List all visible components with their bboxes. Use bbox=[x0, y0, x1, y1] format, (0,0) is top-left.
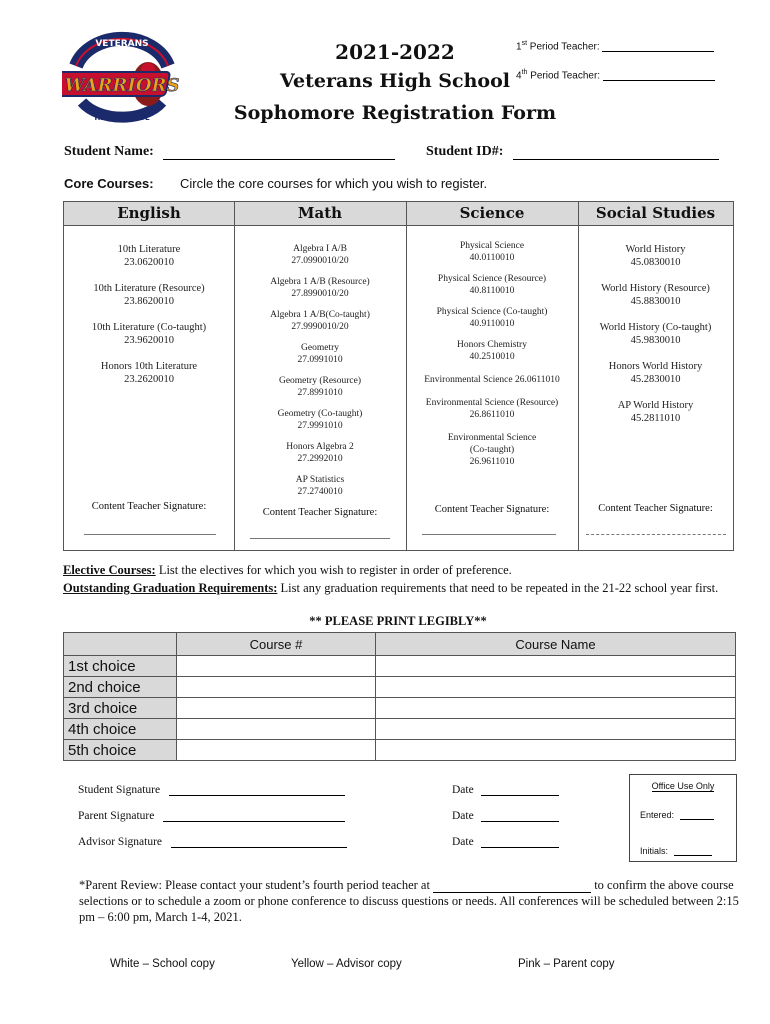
math-teacher-signature-line[interactable] bbox=[250, 538, 390, 539]
school-logo bbox=[62, 26, 182, 130]
math-teacher-signature-label: Content Teacher Signature: bbox=[262, 507, 378, 518]
parent-date-line[interactable] bbox=[481, 821, 559, 822]
course-english-lit-cotaught[interactable]: 10th Literature (Co-taught) 23.9620010 bbox=[91, 322, 207, 346]
svg-text:VETERANS: VETERANS bbox=[95, 39, 149, 49]
english-teacher-signature-label: Content Teacher Signature: bbox=[91, 501, 207, 512]
social-studies-teacher-signature-line[interactable] bbox=[586, 534, 726, 535]
course-algebra-1-cotaught[interactable]: Algebra 1 A/B(Co-taught) 27.9990010/20 bbox=[270, 310, 370, 332]
course-number-input[interactable] bbox=[177, 656, 376, 677]
column-title-science: Science bbox=[459, 204, 525, 222]
course-name-input[interactable] bbox=[376, 698, 736, 719]
course-name-input[interactable] bbox=[376, 719, 736, 740]
course-number-input[interactable] bbox=[177, 698, 376, 719]
advisor-date-line[interactable] bbox=[481, 847, 559, 848]
column-title-math: Math bbox=[297, 204, 343, 222]
choice-label: 4th choice bbox=[64, 719, 177, 740]
course-physical-science[interactable]: Physical Science 40.0110010 bbox=[459, 241, 525, 263]
table-row bbox=[64, 698, 736, 719]
course-algebra-1[interactable]: Algebra I A/B 27.0990010/20 bbox=[291, 244, 349, 266]
parent-signature-field[interactable]: Parent Signature bbox=[78, 810, 345, 822]
office-entered-field[interactable]: Entered: bbox=[640, 810, 714, 820]
science-column bbox=[406, 240, 578, 477]
core-courses-instruction: Core Courses: Circle the core courses for which you wish to register. bbox=[64, 176, 488, 191]
course-number-input[interactable] bbox=[177, 677, 376, 698]
student-date-field[interactable]: Date bbox=[452, 784, 559, 796]
table-row bbox=[64, 677, 736, 698]
course-name-input[interactable] bbox=[376, 656, 736, 677]
course-environmental-science-cotaught[interactable]: Environmental Science (Co-taught) 26.9611010 bbox=[447, 433, 537, 467]
course-name-input[interactable] bbox=[376, 740, 736, 761]
choice-label: 5th choice bbox=[64, 740, 177, 761]
student-id-field[interactable]: Student ID#: bbox=[426, 144, 719, 160]
pink-copy-label: Pink – Parent copy bbox=[518, 958, 615, 970]
course-world-history-resource[interactable]: World History (Resource) 45.8830010 bbox=[601, 283, 710, 307]
course-english-lit[interactable]: 10th Literature 23.0620010 bbox=[117, 244, 181, 268]
parent-date-field[interactable]: Date bbox=[452, 810, 559, 822]
core-courses-table bbox=[63, 201, 734, 551]
student-id-line[interactable] bbox=[513, 159, 719, 160]
elective-choices-table bbox=[63, 632, 736, 761]
table-row bbox=[64, 656, 736, 677]
course-physical-science-cotaught[interactable]: Physical Science (Co-taught) 40.9110010 bbox=[436, 307, 548, 329]
parent-signature-line[interactable] bbox=[163, 821, 345, 822]
course-number-input[interactable] bbox=[177, 740, 376, 761]
course-english-lit-resource[interactable]: 10th Literature (Resource) 23.8620010 bbox=[93, 283, 205, 307]
office-initials-line[interactable] bbox=[674, 855, 712, 856]
social-studies-teacher-signature-label: Content Teacher Signature: bbox=[598, 503, 713, 514]
office-use-title: Office Use Only bbox=[651, 781, 715, 791]
social-studies-column bbox=[578, 243, 733, 435]
office-initials-field[interactable]: Initials: bbox=[640, 846, 712, 856]
form-title: Sophomore Registration Form bbox=[233, 102, 557, 124]
course-geometry-resource[interactable]: Geometry (Resource) 27.8991010 bbox=[278, 376, 362, 398]
table-row bbox=[64, 740, 736, 761]
course-english-honors[interactable]: Honors 10th Literature 23.2620010 bbox=[100, 361, 198, 385]
course-name-input[interactable] bbox=[376, 677, 736, 698]
course-ap-world-history[interactable]: AP World History 45.2811010 bbox=[617, 400, 694, 424]
office-entered-line[interactable] bbox=[680, 819, 714, 820]
fourth-period-teacher-line[interactable] bbox=[603, 80, 715, 81]
column-header-course-number: Course # bbox=[177, 633, 376, 656]
choice-label: 3rd choice bbox=[64, 698, 177, 719]
student-date-line[interactable] bbox=[481, 795, 559, 796]
choice-label: 1st choice bbox=[64, 656, 177, 677]
table-row bbox=[64, 719, 736, 740]
teacher-contact-line[interactable] bbox=[433, 880, 591, 893]
course-number-input[interactable] bbox=[177, 719, 376, 740]
science-teacher-signature-line[interactable] bbox=[422, 534, 556, 535]
course-world-history[interactable]: World History 45.0830010 bbox=[625, 244, 686, 268]
course-honors-world-history[interactable]: Honors World History 45.2830010 bbox=[608, 361, 703, 385]
column-header-course-name: Course Name bbox=[376, 633, 736, 656]
english-column bbox=[64, 243, 234, 396]
print-legibly-note: ** PLEASE PRINT LEGIBLY** bbox=[309, 614, 487, 628]
course-algebra-1-resource[interactable]: Algebra 1 A/B (Resource) 27.8990010/20 bbox=[270, 277, 370, 299]
course-honors-algebra-2[interactable]: Honors Algebra 2 27.2992010 bbox=[286, 442, 354, 464]
course-geometry-cotaught[interactable]: Geometry (Co-taught) 27.9991010 bbox=[277, 409, 363, 431]
math-column bbox=[234, 243, 406, 498]
course-physical-science-resource[interactable]: Physical Science (Resource) 40.8110010 bbox=[437, 274, 547, 296]
electives-instructions: Elective Courses: List the electives for which you wish to register in order of preference. Outstanding Graduation Requirements: List any graduation requirements that need to be repeated in the 21-22 school year first. bbox=[63, 563, 719, 595]
column-title-english: English bbox=[117, 204, 181, 222]
column-title-social-studies: Social Studies bbox=[595, 204, 716, 222]
parent-review-note: *Parent Review: Please contact your student’s fourth period teacher at to confirm the above course selections or to schedule a zoom or phone conference to discuss questions or needs. All conferences will be scheduled between 2:15 pm – 6:00 pm, March 1-4, 2021. bbox=[79, 878, 739, 924]
course-geometry[interactable]: Geometry 27.0991010 bbox=[297, 343, 343, 365]
course-honors-chemistry[interactable]: Honors Chemistry 40.2510010 bbox=[457, 340, 527, 362]
course-ap-statistics[interactable]: AP Statistics 27.2740010 bbox=[295, 475, 345, 497]
course-world-history-cotaught[interactable]: World History (Co-taught) 45.9830010 bbox=[599, 322, 712, 346]
form-year: 2021-2022 bbox=[335, 40, 455, 64]
svg-text:WARRIORS: WARRIORS bbox=[64, 75, 180, 96]
office-use-box bbox=[629, 774, 737, 862]
advisor-date-field[interactable]: Date bbox=[452, 836, 559, 848]
student-signature-line[interactable] bbox=[169, 795, 345, 796]
svg-text:HIGH SCHOOL: HIGH SCHOOL bbox=[94, 114, 150, 122]
white-copy-label: White – School copy bbox=[110, 958, 215, 970]
course-environmental-science-resource[interactable]: Environmental Science (Resource) 26.8611010 bbox=[425, 398, 559, 420]
advisor-signature-field[interactable]: Advisor Signature bbox=[78, 836, 347, 848]
table-corner bbox=[64, 633, 177, 656]
student-name-field[interactable]: Student Name: bbox=[64, 144, 395, 160]
science-teacher-signature-label: Content Teacher Signature: bbox=[434, 504, 550, 515]
core-courses-header bbox=[64, 202, 733, 226]
student-name-line[interactable] bbox=[163, 159, 395, 160]
yellow-copy-label: Yellow – Advisor copy bbox=[291, 958, 402, 970]
choice-label: 2nd choice bbox=[64, 677, 177, 698]
student-signature-field[interactable]: Student Signature bbox=[78, 784, 345, 796]
advisor-signature-line[interactable] bbox=[171, 847, 347, 848]
course-environmental-science[interactable]: Environmental Science 26.0611010 bbox=[424, 375, 560, 385]
english-teacher-signature-line[interactable] bbox=[84, 534, 216, 535]
first-period-teacher-line[interactable] bbox=[602, 51, 714, 52]
fourth-period-teacher-field[interactable]: 4th Period Teacher: bbox=[516, 69, 715, 81]
first-period-teacher-field[interactable]: 1st Period Teacher: bbox=[516, 40, 714, 52]
school-name: Veterans High School bbox=[280, 70, 510, 92]
